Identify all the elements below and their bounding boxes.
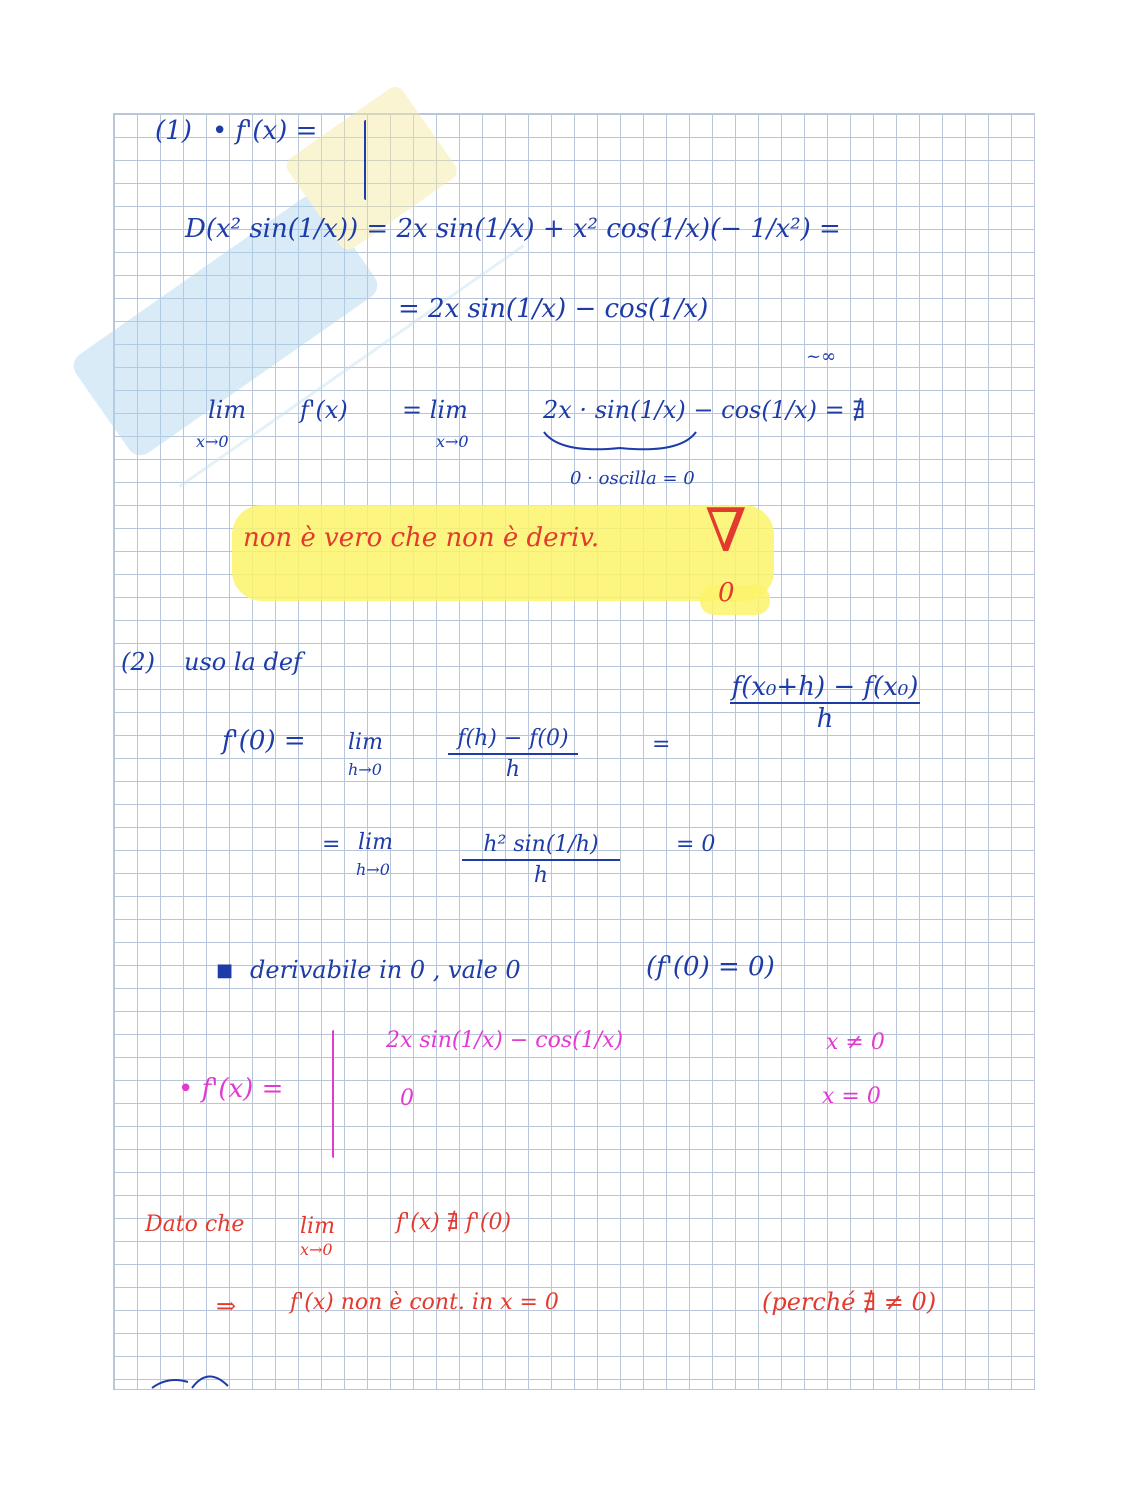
fprime0-lhs: f'(0) =	[222, 726, 306, 756]
lim2: lim	[358, 830, 393, 855]
fraction1	[448, 726, 578, 782]
section2-number: (2)	[121, 648, 156, 676]
nabla-zero: 0	[718, 578, 735, 608]
section1-number-text: 1	[165, 116, 182, 146]
section1-brace	[364, 120, 366, 200]
fraction2-bar	[462, 859, 620, 861]
fraction1-num: f(h) − f(0)	[457, 726, 569, 751]
red-lim: lim	[300, 1214, 335, 1239]
section1-number: (1)	[155, 116, 192, 146]
nabla-symbol: ∇	[705, 496, 747, 566]
piecewise-brace	[332, 1030, 334, 1158]
definition-numerator: f(x₀+h) − f(x₀)	[731, 672, 919, 702]
definition-denominator: h	[816, 704, 834, 734]
piecewise-case2-expr: 0	[400, 1086, 414, 1111]
partial-next-mark	[148, 1372, 238, 1390]
limit-eq: = lim	[402, 396, 468, 424]
limit-lhs-sub: x→0	[196, 432, 229, 451]
limit-expr: 2x · sin(1/x) − cos(1/x) = ∄	[543, 396, 866, 424]
limit-rhs-sub: x→0	[436, 432, 469, 451]
section2-number-text: 2	[130, 648, 146, 676]
fraction2-num: h² sin(1/h)	[483, 832, 599, 857]
line2-eq: =	[322, 832, 341, 857]
piecewise-lhs: • f'(x) =	[178, 1074, 284, 1104]
fraction1-den: h	[505, 757, 521, 782]
underbrace-note: 0 · oscilla = 0	[570, 468, 695, 489]
fraction2-den: h	[533, 863, 549, 888]
yellow-highlight	[232, 505, 774, 601]
limit-lhs: lim	[208, 396, 247, 424]
highlight-note: non è vero che non è deriv.	[243, 523, 600, 553]
bullet: ■	[216, 960, 234, 981]
derivable-conclusion: derivabile in 0 , vale 0	[250, 956, 521, 984]
lim1: lim	[348, 730, 383, 755]
lim2-sub: h→0	[356, 860, 390, 879]
yellow-highlight-tail	[700, 585, 770, 615]
fraction1-bar	[448, 753, 578, 755]
boxed-result: (f'(0) = 0)	[646, 952, 775, 982]
implies-arrow: ⇒	[216, 1292, 237, 1320]
red-line2-paren: (perché ∄ ≠ 0)	[762, 1288, 937, 1316]
red-line2: f'(x) non è cont. in x = 0	[290, 1290, 559, 1315]
eq1: =	[652, 732, 671, 757]
piecewise-case1-cond: x ≠ 0	[826, 1030, 885, 1055]
tilde-infinity: ~∞	[806, 346, 837, 367]
definition-fraction	[700, 672, 950, 734]
derivative-line2: = 2x sin(1/x) − cos(1/x)	[398, 294, 709, 324]
underbrace	[540, 428, 700, 458]
lim1-sub: h→0	[348, 760, 382, 779]
red-line1-rest: f'(x) ∄ f'(0)	[396, 1210, 512, 1235]
fraction2-result: = 0	[676, 832, 716, 857]
dato-che: Dato che	[145, 1212, 245, 1237]
fraction2	[462, 832, 620, 888]
section2-heading: uso la def	[184, 648, 302, 676]
limit-fprime: f'(x)	[300, 396, 348, 424]
section1-fprime-def: • f'(x) =	[212, 116, 318, 146]
piecewise-case2-cond: x = 0	[822, 1084, 881, 1109]
red-lim-sub: x→0	[300, 1240, 333, 1259]
derivative-line1: D(x² sin(1/x)) = 2x sin(1/x) + x² cos(1/x)(− 1/x²) =	[185, 214, 841, 244]
piecewise-case1-expr: 2x sin(1/x) − cos(1/x)	[386, 1028, 624, 1053]
